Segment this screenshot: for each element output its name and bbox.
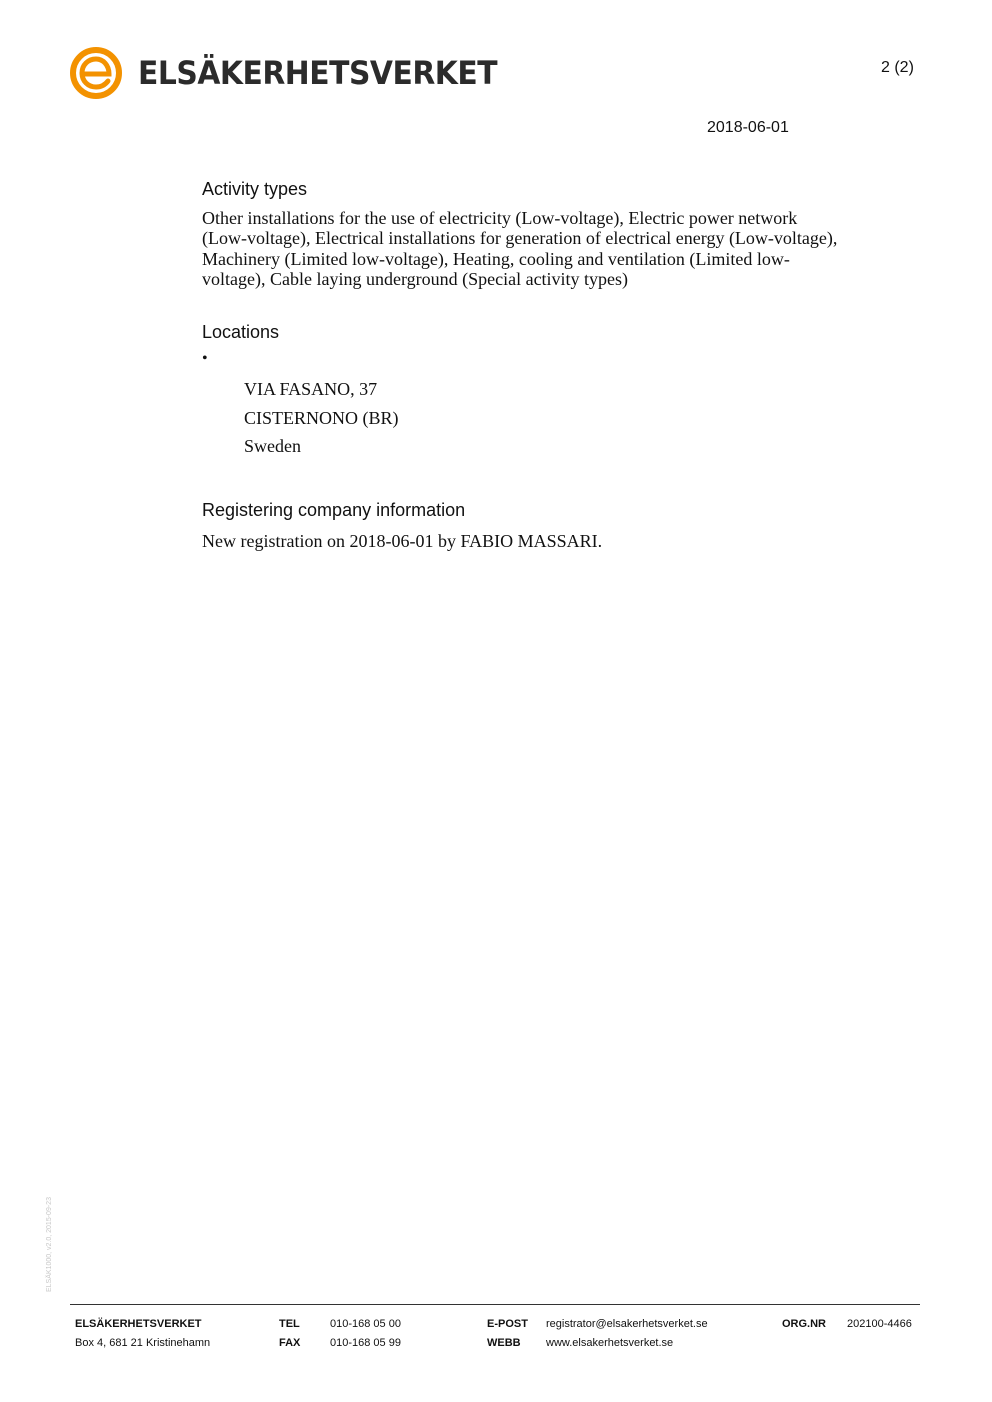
location-street: VIA FASANO, 37 [244,379,378,399]
registering-company-text: New registration on 2018-06-01 by FABIO MASSARI. [202,531,603,551]
page-number: 2 (2) [881,59,914,76]
location-country: Sweden [244,436,301,456]
logo-icon [68,46,124,100]
footer-divider [70,1304,920,1305]
footer-web-label: WEBB [487,1337,521,1349]
locations-heading: Locations [202,322,280,342]
footer-orgnr-value: 202100-4466 [847,1318,912,1330]
footer-fax-value: 010-168 05 99 [330,1337,401,1349]
footer-tel-value: 010-168 05 00 [330,1318,401,1330]
activity-types-heading: Activity types [202,179,308,199]
footer-email-link[interactable]: registrator@elsakerhetsverket.se [546,1318,708,1330]
footer-org-name: ELSÄKERHETSVERKET [75,1318,202,1330]
footer-orgnr-label: ORG.NR [782,1318,826,1330]
form-version-code: ELSÄK1000, v2.0, 2015-09-23 [46,1197,53,1292]
registering-company-heading: Registering company information [202,500,466,520]
footer-web-link[interactable]: www.elsakerhetsverket.se [546,1337,674,1349]
document-date: 2018-06-01 [707,119,789,136]
footer-tel-label: TEL [279,1318,300,1330]
footer-fax-label: FAX [279,1337,301,1349]
location-city: CISTERNONO (BR) [244,408,399,428]
footer-address: Box 4, 681 21 Kristinehamn [75,1337,211,1349]
logo-wordmark: ELSÄKERHETSVERKET [138,54,498,92]
location-bullet: • [202,350,208,367]
footer-email-label: E-POST [487,1318,528,1330]
activity-types-text: Other installations for the use of electricity (Low-voltage), Electric power network (Low-voltage), Electrical installations for generation of electrical energy (Low-voltage), Machinery (Limited low-voltage), Heating, cooling and ventilation (Limited low-voltage), Cable laying underground (Special activity types) [202,208,838,289]
